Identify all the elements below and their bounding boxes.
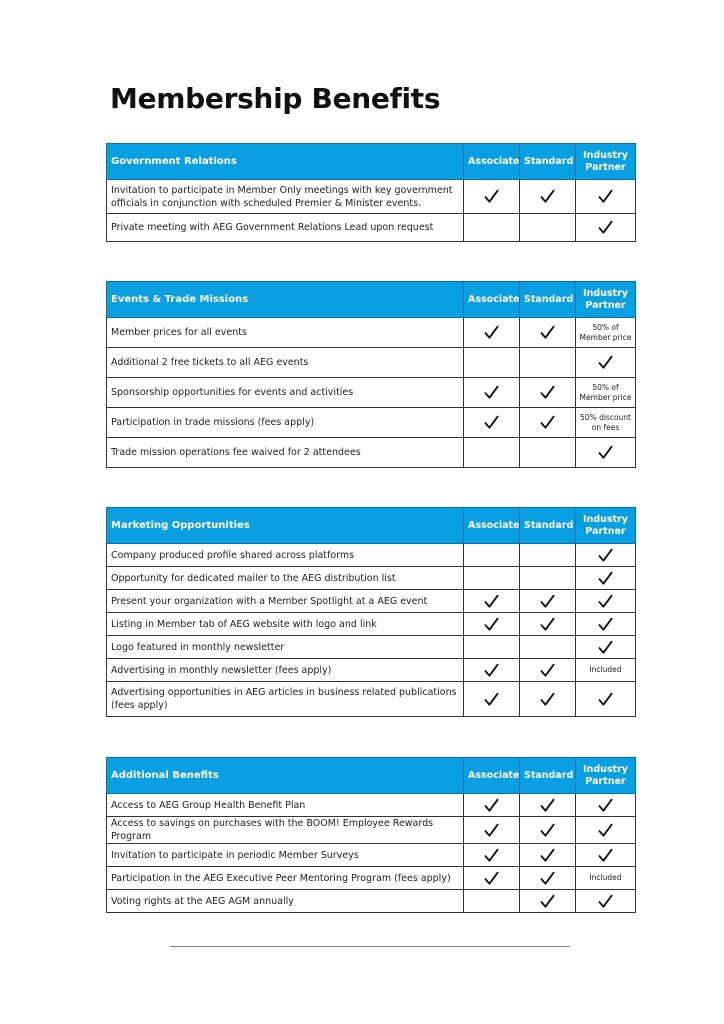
benefit-label: Company produced profile shared across platforms <box>107 544 464 567</box>
checkmark-icon <box>540 692 555 707</box>
table-row <box>107 214 636 242</box>
checkmark-icon <box>540 871 555 886</box>
checkmark-icon <box>540 823 555 838</box>
cell-associate <box>464 544 520 567</box>
cell-industry-partner <box>576 378 636 408</box>
table-row <box>107 636 636 659</box>
cell-standard <box>520 659 576 682</box>
checkmark-icon <box>540 663 555 678</box>
checkmark-icon <box>540 325 555 340</box>
column-header-industry-partner: Industry Partner <box>576 144 636 180</box>
checkmark-icon <box>540 385 555 400</box>
cell-standard <box>520 613 576 636</box>
checkmark-icon <box>598 894 613 909</box>
checkmark-icon <box>598 355 613 370</box>
cell-associate <box>464 636 520 659</box>
cell-standard <box>520 636 576 659</box>
checkmark-icon <box>484 692 499 707</box>
column-header-standard: Standard <box>520 144 576 180</box>
benefit-label: Present your organization with a Member Spotlight at a AEG event <box>107 590 464 613</box>
cell-industry-partner <box>576 567 636 590</box>
table-row <box>107 590 636 613</box>
cell-associate <box>464 844 520 867</box>
cell-industry-partner <box>576 348 636 378</box>
cell-standard <box>520 682 576 717</box>
cell-standard <box>520 544 576 567</box>
section-header: Events & Trade Missions <box>107 282 464 318</box>
cell-standard <box>520 890 576 913</box>
benefit-label: Member prices for all events <box>107 318 464 348</box>
checkmark-icon <box>598 594 613 609</box>
cell-standard <box>520 867 576 890</box>
column-header-associate: Associate <box>464 144 520 180</box>
checkmark-icon <box>540 894 555 909</box>
page-title: Membership Benefits <box>110 82 441 115</box>
column-header-standard: Standard <box>520 508 576 544</box>
table-row <box>107 613 636 636</box>
checkmark-icon <box>484 617 499 632</box>
cell-industry-partner <box>576 817 636 844</box>
checkmark-icon <box>484 871 499 886</box>
cell-industry-partner <box>576 682 636 717</box>
cell-standard <box>520 214 576 242</box>
benefit-label: Advertising in monthly newsletter (fees apply) <box>107 659 464 682</box>
cell-note: Included <box>589 665 622 674</box>
cell-associate <box>464 214 520 242</box>
cell-industry-partner <box>576 794 636 817</box>
cell-associate <box>464 567 520 590</box>
checkmark-icon <box>484 415 499 430</box>
cell-industry-partner <box>576 438 636 468</box>
checkmark-icon <box>598 220 613 235</box>
cell-associate <box>464 438 520 468</box>
checkmark-icon <box>484 594 499 609</box>
checkmark-icon <box>598 617 613 632</box>
benefit-label: Participation in trade missions (fees apply) <box>107 408 464 438</box>
cell-standard <box>520 590 576 613</box>
column-header-industry-partner: Industry Partner <box>576 508 636 544</box>
column-header-industry-partner: Industry Partner <box>576 758 636 794</box>
cell-associate <box>464 867 520 890</box>
benefit-label: Advertising opportunities in AEG articles in business related publications (fees apply) <box>107 682 464 717</box>
cell-note: 50% of Member price <box>579 382 632 402</box>
checkmark-icon <box>598 445 613 460</box>
cell-associate <box>464 378 520 408</box>
checkmark-icon <box>598 548 613 563</box>
cell-note: Included <box>589 873 622 882</box>
table-row <box>107 567 636 590</box>
cell-industry-partner <box>576 844 636 867</box>
benefit-label: Opportunity for dedicated mailer to the AEG distribution list <box>107 567 464 590</box>
table-row <box>107 682 636 717</box>
checkmark-icon <box>598 571 613 586</box>
benefit-label: Sponsorship opportunities for events and activities <box>107 378 464 408</box>
checkmark-icon <box>484 325 499 340</box>
cell-associate <box>464 682 520 717</box>
cell-associate <box>464 890 520 913</box>
table-row <box>107 890 636 913</box>
checkmark-icon <box>598 823 613 838</box>
cell-industry-partner <box>576 214 636 242</box>
checkmark-icon <box>598 798 613 813</box>
checkmark-icon <box>598 189 613 204</box>
cell-standard <box>520 438 576 468</box>
table-row <box>107 348 636 378</box>
cell-associate <box>464 794 520 817</box>
column-header-associate: Associate <box>464 282 520 318</box>
column-header-standard: Standard <box>520 282 576 318</box>
cell-industry-partner <box>576 544 636 567</box>
cell-associate <box>464 408 520 438</box>
checkmark-icon <box>484 823 499 838</box>
checkmark-icon <box>540 848 555 863</box>
cell-note: 50% discount on fees <box>580 412 631 432</box>
cell-industry-partner <box>576 636 636 659</box>
benefit-label: Participation in the AEG Executive Peer Mentoring Program (fees apply) <box>107 867 464 890</box>
cell-standard <box>520 378 576 408</box>
benefit-label: Access to AEG Group Health Benefit Plan <box>107 794 464 817</box>
cell-associate <box>464 180 520 214</box>
table-row <box>107 180 636 214</box>
table-row <box>107 318 636 348</box>
cell-standard <box>520 318 576 348</box>
cell-associate <box>464 590 520 613</box>
table-row <box>107 817 636 844</box>
benefit-label: Invitation to participate in Member Only meetings with key government officials in conjunction with scheduled Premier & Minister events. <box>107 180 464 214</box>
cell-industry-partner <box>576 590 636 613</box>
benefit-label: Trade mission operations fee waived for 2 attendees <box>107 438 464 468</box>
column-header-associate: Associate <box>464 508 520 544</box>
cell-industry-partner <box>576 318 636 348</box>
cell-standard <box>520 794 576 817</box>
cell-standard <box>520 348 576 378</box>
benefits-table-4 <box>106 757 636 913</box>
checkmark-icon <box>598 640 613 655</box>
cell-standard <box>520 817 576 844</box>
table-row <box>107 794 636 817</box>
column-header-standard: Standard <box>520 758 576 794</box>
benefit-label: Invitation to participate in periodic Member Surveys <box>107 844 464 867</box>
benefits-table-3 <box>106 507 636 717</box>
checkmark-icon <box>540 594 555 609</box>
benefits-table-2 <box>106 281 636 468</box>
checkmark-icon <box>484 663 499 678</box>
cell-associate <box>464 613 520 636</box>
cell-associate <box>464 348 520 378</box>
table-row <box>107 659 636 682</box>
cell-industry-partner <box>576 180 636 214</box>
cell-industry-partner <box>576 613 636 636</box>
section-header: Additional Benefits <box>107 758 464 794</box>
cell-standard <box>520 180 576 214</box>
cell-associate <box>464 659 520 682</box>
cell-associate <box>464 318 520 348</box>
table-row <box>107 544 636 567</box>
cell-industry-partner <box>576 867 636 890</box>
checkmark-icon <box>484 848 499 863</box>
footer-divider <box>170 946 570 947</box>
cell-industry-partner <box>576 659 636 682</box>
checkmark-icon <box>540 798 555 813</box>
table-row <box>107 867 636 890</box>
table-row <box>107 408 636 438</box>
benefit-label: Private meeting with AEG Government Relations Lead upon request <box>107 214 464 242</box>
benefit-label: Voting rights at the AEG AGM annually <box>107 890 464 913</box>
cell-note: 50% of Member price <box>579 322 632 342</box>
cell-standard <box>520 567 576 590</box>
benefit-label: Logo featured in monthly newsletter <box>107 636 464 659</box>
benefit-label: Additional 2 free tickets to all AEG events <box>107 348 464 378</box>
table-row <box>107 438 636 468</box>
table-row <box>107 844 636 867</box>
checkmark-icon <box>484 189 499 204</box>
checkmark-icon <box>598 848 613 863</box>
benefits-table-1 <box>106 143 636 242</box>
benefit-label: Access to savings on purchases with the BOOM! Employee Rewards Program <box>107 817 464 844</box>
checkmark-icon <box>540 189 555 204</box>
section-header: Government Relations <box>107 144 464 180</box>
checkmark-icon <box>484 798 499 813</box>
checkmark-icon <box>540 617 555 632</box>
section-header: Marketing Opportunities <box>107 508 464 544</box>
cell-associate <box>464 817 520 844</box>
table-row <box>107 378 636 408</box>
cell-standard <box>520 844 576 867</box>
checkmark-icon <box>598 692 613 707</box>
benefit-label: Listing in Member tab of AEG website with logo and link <box>107 613 464 636</box>
column-header-associate: Associate <box>464 758 520 794</box>
cell-industry-partner <box>576 890 636 913</box>
checkmark-icon <box>540 415 555 430</box>
checkmark-icon <box>484 385 499 400</box>
cell-standard <box>520 408 576 438</box>
cell-industry-partner <box>576 408 636 438</box>
column-header-industry-partner: Industry Partner <box>576 282 636 318</box>
